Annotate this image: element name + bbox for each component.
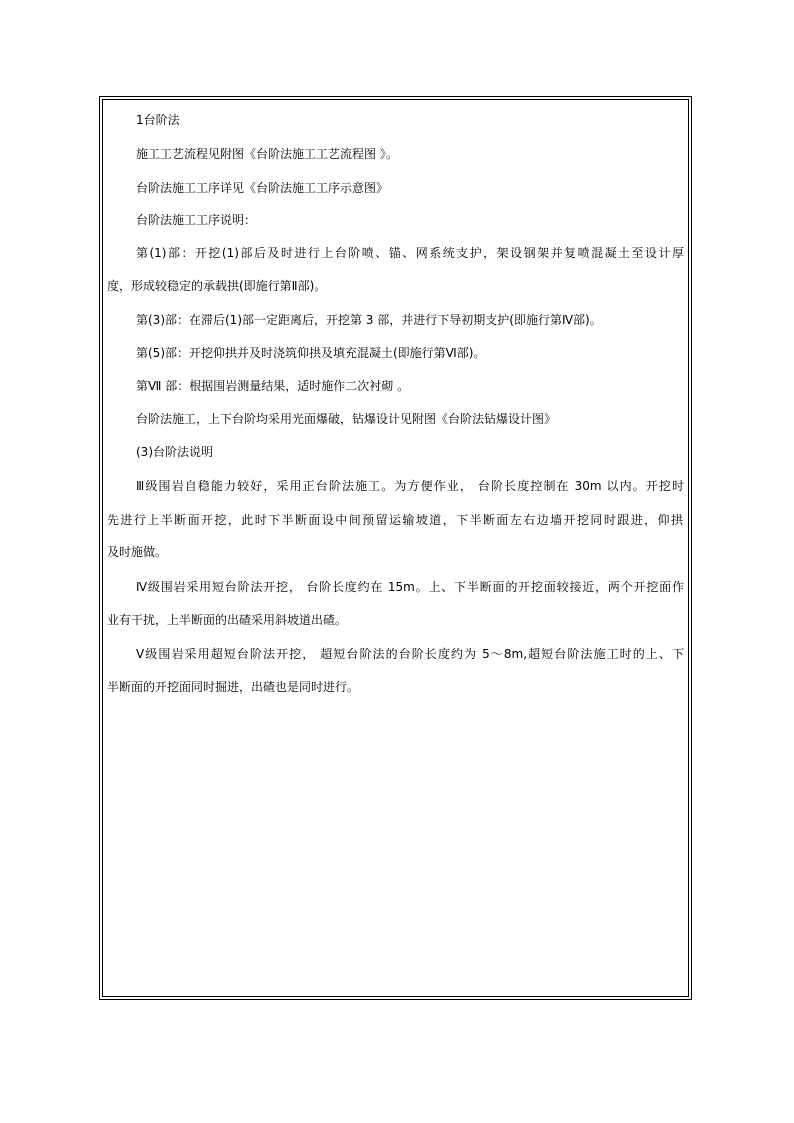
paragraph-line: 度，形成较稳定的承载拱(即施行第Ⅱ部)。 <box>107 279 327 293</box>
paragraph-line: 台阶法施工工序详见《台阶法施工工序示意图》 <box>136 181 389 195</box>
paragraph-line: 第Ⅶ 部：根据围岩测量结果，适时施作二次衬砌 。 <box>136 379 410 393</box>
table-border-inner <box>102 99 689 997</box>
paragraph-line: Ⅴ级围岩采用超短台阶法开挖， 超短台阶法的台阶长度约为 5～8m,超短台阶法施工时的上、下 <box>136 647 684 661</box>
paragraph-line: 第(5)部：开挖仰拱并及时浇筑仰拱及填充混凝土(即施行第Ⅵ部)。 <box>136 346 486 360</box>
paragraph-line: 第(1)部：开挖(1)部后及时进行上台阶喷、锚、网系统支护，架设钢架并复喷混凝土至设计厚 <box>136 246 684 260</box>
paragraph-line: 业有干扰，上半断面的出碴采用斜坡道出碴。 <box>107 613 348 627</box>
paragraph-line: 台阶法施工工序说明： <box>136 213 257 227</box>
paragraph-line: 先进行上半断面开挖，此时下半断面设中间预留运输坡道，下半断面左右边墙开挖同时跟进，仰拱 <box>107 513 683 527</box>
section-heading: 1台阶法 <box>136 113 180 127</box>
subsection-heading: (3)台阶法说明 <box>136 445 213 459</box>
paragraph-line: 半断面的开挖面同时掘进，出碴也是同时进行。 <box>107 680 360 694</box>
paragraph-line: 第(3)部：在滞后(1)部一定距离后，开挖第 3 部，并进行下导初期支护(即施行第Ⅳ部)。 <box>136 313 602 327</box>
paragraph-line: Ⅳ级围岩采用短台阶法开挖， 台阶长度约在 15m。上、下半断面的开挖面较接近，两个开挖面作 <box>136 580 684 594</box>
paragraph-line: Ⅲ级围岩自稳能力较好，采用正台阶法施工。为方便作业， 台阶长度控制在 30m 以内。开挖时 <box>136 479 684 493</box>
paragraph-line: 台阶法施工，上下台阶均采用光面爆破，钻爆设计见附图《台阶法钻爆设计图》 <box>136 412 557 426</box>
paragraph-line: 施工工艺流程见附图《台阶法施工工艺流程图 》。 <box>136 147 398 161</box>
paragraph-line: 及时施做。 <box>107 545 168 559</box>
